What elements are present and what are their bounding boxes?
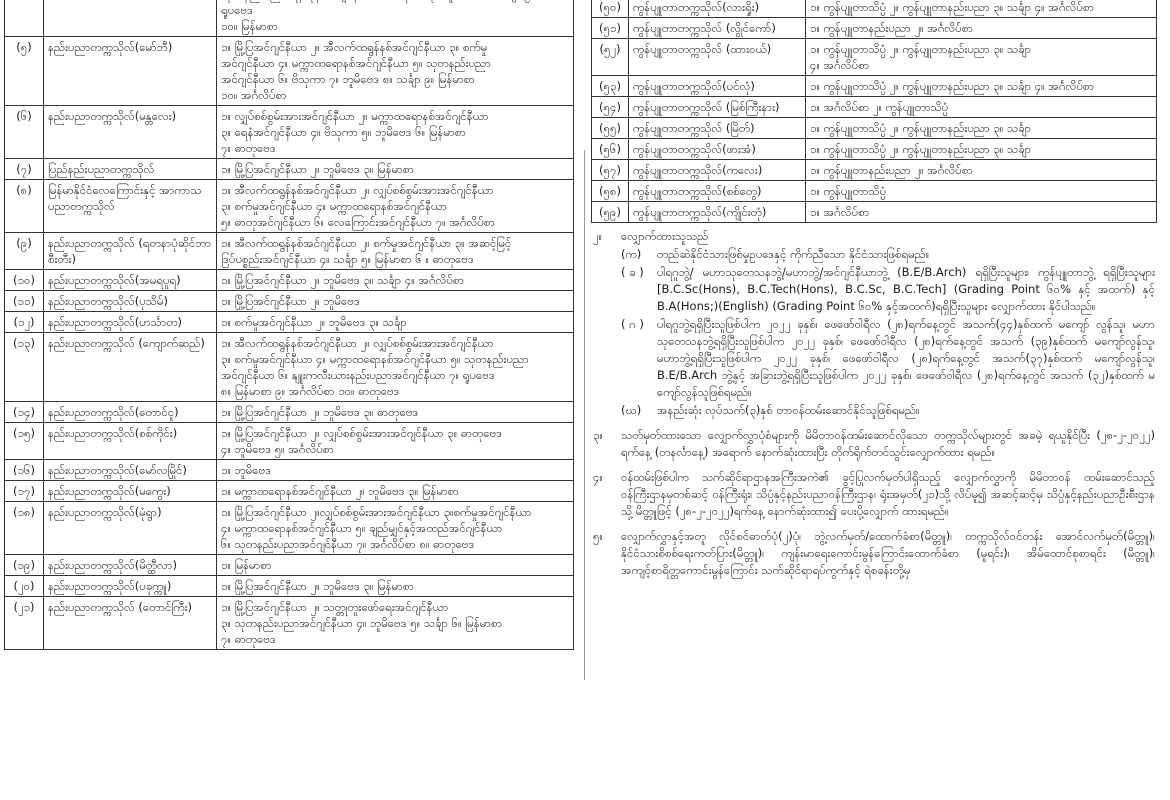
table-row <box>5 576 574 597</box>
row-number: (၅၁) <box>592 18 629 39</box>
row-number: (၅၉) <box>592 202 629 223</box>
subject-line: ၁။ မြို့ပြအင်ဂျင်နီယာ ၂။ အီလက်ထရွန်နစ်အင်ဂျင်နီယာ ၃။ စက်မှု <box>221 40 488 54</box>
row-number: (၁၅) <box>5 423 44 460</box>
subjects-cell <box>217 312 574 333</box>
table-row <box>5 597 574 650</box>
row-number: (၅၇) <box>592 160 629 181</box>
subject-line: ၁။ လျှပ်စစ်စွမ်းအားအင်ဂျင်နီယာ ၂။ မက္ကာထရောနစ်အင်ဂျင်နီယာ <box>221 109 489 123</box>
subject-line: ၁။ ကွန်ပျူတာနည်းပညာ ၂။ အင်္ဂလိပ်စာ <box>810 21 973 35</box>
university-name: နည်းပညာတက္ကသိုလ်(မော်လမြိုင်) <box>44 460 217 481</box>
row-number: (၅၄) <box>592 97 629 118</box>
table-row <box>592 97 1157 118</box>
table-row <box>592 18 1157 39</box>
table-row <box>5 159 574 180</box>
subject-line: ၁။ မြို့ပြအင်ဂျင်နီယာ ၂။ ဘူမိဗေဒ ၃။ မြန်မာစာ <box>221 579 415 593</box>
row-number <box>5 0 44 37</box>
subject-line: ၇။ ဓာတုဗေဒ <box>221 141 276 155</box>
criteria-item <box>621 316 1155 401</box>
subject-line: ၇။ ဓာတုဗေဒ <box>221 632 276 646</box>
subject-line: ၁။ ကွန်ပျူတာသိပ္ပံ ၂။ ကွန်ပျူတာနည်းပညာ ၃။ သင်္ချာ <box>810 142 1032 156</box>
subjects-cell <box>217 502 574 555</box>
subject-line: ၁၀။ အင်္ဂလိပ်စာ <box>221 88 287 102</box>
table-row <box>592 181 1157 202</box>
criteria-item-label: (ဃ) <box>621 403 642 417</box>
paragraph <box>593 427 1155 461</box>
row-number: (၅) <box>5 37 44 106</box>
subject-line: အင်ဂျင်နီယာ ၆။ ဗိသုကာ ၇။ ဘူမိဗေဒ ၈။ သင်္ချာ ၉။ မြန်မာစာ <box>221 72 475 86</box>
subjects-cell <box>806 39 1157 76</box>
subject-line: ၃။ ရေနံအင်ဂျင်နီယာ ၄။ ဗိသုကာ ၅။ ဘူမိဗေဒ ၆။ မြန်မာစာ <box>221 125 466 139</box>
subject-line: ၈။ မြန်မာစာ ၉။ အင်္ဂလိပ်စာ ၁၀။ ဓာတုဗေဒ <box>221 384 400 398</box>
row-number: (၁၄) <box>5 402 44 423</box>
subjects-cell <box>217 576 574 597</box>
table-row <box>5 0 574 37</box>
subjects-cell <box>217 291 574 312</box>
university-name: နည်းပညာတက္ကသိုလ်(မော်ဘီ) <box>44 37 217 106</box>
university-name: ကွန်ပျူတာတက္ကသိုလ်(လားရှိုး) <box>629 0 806 18</box>
university-name: နည်းပညာတက္ကသိုလ် (ကျောက်ဆည်) <box>44 333 217 402</box>
subject-line: ၁၀။ မြန်မာစာ <box>221 19 279 33</box>
subject-line: ၁။ ကွန်ပျူတာသိပ္ပံ ၂။ ကွန်ပျူတာနည်းပညာ ၃။ သင်္ချာ <box>810 121 1032 135</box>
subjects-cell <box>217 159 574 180</box>
row-number: (၅၈) <box>592 181 629 202</box>
university-name: ကွန်ပျူတာတက္ကသိုလ်(ကျိုင်းတုံ) <box>629 202 806 223</box>
table-row <box>5 402 574 423</box>
subjects-cell <box>806 181 1157 202</box>
row-number: (၁၆) <box>5 460 44 481</box>
university-name: နည်းပညာတက္ကသိုလ် (ရတနာပုံဆိုင်ဘာစီးတီး) <box>44 233 217 270</box>
table-row <box>5 270 574 291</box>
paragraph <box>593 469 1155 520</box>
subject-line: ၄။ အင်္ဂလိပ်စာ <box>810 58 870 72</box>
paragraph-text: သတ်မှတ်ထားသော လျှောက်လွှာပုံစံများကို မိမိတာဝန်ထမ်းဆောင်လိုသော တက္ကသိုလ်များတွင် အခမဲ့ ရယူနိုင်ပြီး (၂၈-၂-၂၀၂၂) ရက်နေ့ (တနင်္လာနေ့) အရောက် နောက်ဆုံးထားပြီး တိုက်ရိုက်တင်သွင်းလျှောက်ထား ရမည်။ <box>621 428 1155 459</box>
table-row <box>592 39 1157 76</box>
subject-line: ၁။ ကွန်ပျူတာသိပ္ပံ ၂။ ကွန်ပျူတာနည်းပညာ ၃။ သင်္ချာ ၄။ အင်္ဂလိပ်စာ <box>810 79 1095 93</box>
table-row <box>5 423 574 460</box>
subjects-cell <box>806 160 1157 181</box>
criteria-number: ၂။ <box>593 229 603 243</box>
criteria-section <box>591 223 1157 579</box>
table-row <box>5 312 574 333</box>
subject-line: ၁။ ကွန်ပျူတာသိပ္ပံ <box>810 184 887 198</box>
subjects-cell <box>217 423 574 460</box>
row-number: (၅၂) <box>592 39 629 76</box>
criteria-item-text: ပါရဂူဘွဲ့/ မဟာသုတေသနဘွဲ့/မဟာဘွဲ့/အင်ဂျင်နီယာဘွဲ့ (B.E/B.Arch) ရရှိပြီးသူများ၊ ကွန်ပျူတာဘွဲ့ ရရှိပြီးသူများ [B.C.Sc(Hons), B.C.Tech(Hons), B.C.Sc, B.C.Tech] (Grading Point ၆၀% နှင့် အထက်) နှင့် B.A(Hons;)(English) (Grading Point ၆၀% နှင့်အထက်)ရရှိပြီးသူများ လျှောက်ထား နိုင်ပါသည်။ <box>657 265 1155 313</box>
university-name: နည်းပညာတက္ကသိုလ် (တောင်ကြီး) <box>44 597 217 650</box>
university-name: ပြည်နည်းပညာတက္ကသိုလ် <box>44 159 217 180</box>
university-name: နည်းပညာတက္ကသိုလ်(ဟင်္သာတ) <box>44 312 217 333</box>
table-row <box>5 333 574 402</box>
subject-line: ၃။ စက်မှုအင်ဂျင်နီယာ ၄။ မက္ကာထရောနစ်အင်ဂျင်နီယာ ၅။ သုတနည်းပညာ <box>221 352 529 366</box>
subject-line: ၆။ သုတနည်းပညာအင်ဂျင်နီယာ ၇။ အင်္ဂလိပ်စာ ၈။ ဓာတုဗေဒ <box>221 537 475 551</box>
subjects-cell <box>217 333 574 402</box>
table-row <box>592 0 1157 18</box>
row-number: (၁၈) <box>5 502 44 555</box>
table-row <box>592 76 1157 97</box>
row-number: (၁၇) <box>5 481 44 502</box>
university-name: ကွန်ပျူတာတက္ကသိုလ် (မြစ်ကြီးနား) <box>629 97 806 118</box>
subject-line: ၁။ ဘူမိဗေဒ <box>221 463 272 477</box>
criteria-heading <box>593 228 1155 245</box>
table-row <box>5 460 574 481</box>
subject-line: ၁။ မြန်မာစာ <box>221 558 272 572</box>
criteria-item-text: တည်ဆဲနိုင်ငံသားဖြစ်မှုဥပဒေနှင့် ကိုက်ညီသော နိုင်ငံသားဖြစ်ရမည်။ <box>657 247 930 261</box>
university-name: နည်းပညာတက္ကသိုလ်(တောင်ငူ) <box>44 402 217 423</box>
university-name: ကွန်ပျူတာတက္ကသိုလ် (ထားဝယ်) <box>629 39 806 76</box>
university-name: နည်းပညာတက္ကသိုလ်(မန္တလေး) <box>44 106 217 159</box>
criteria-item-label: ( ခ ) <box>621 265 644 279</box>
row-number: (၈) <box>5 180 44 233</box>
criteria-title: လျှောက်ထားသူသည် <box>621 229 709 243</box>
table-row <box>5 37 574 106</box>
subject-line: ၁။ မြို့ပြအင်ဂျင်နီယာ ၂။ သတ္တုတူးဖော်ရေးအင်ဂျင်နီယာ <box>221 600 449 614</box>
row-number: (၁၃) <box>5 333 44 402</box>
table-row <box>592 139 1157 160</box>
subjects-cell <box>217 270 574 291</box>
left-column <box>4 0 574 650</box>
paragraph-number: ၃။ <box>593 428 603 442</box>
row-number: (၁၁) <box>5 291 44 312</box>
table-row <box>5 180 574 233</box>
row-number: (၂၁) <box>5 597 44 650</box>
university-name: ကွန်ပျူတာတက္ကသိုလ်(ပင်လုံ) <box>629 76 806 97</box>
row-number: (၅၃) <box>592 76 629 97</box>
subject-line: ၁။ အီလက်ထရွန်နစ်အင်ဂျင်နီယာ ၂။ လျှပ်စစ်စွမ်းအားအင်ဂျင်နီယာ <box>221 183 494 197</box>
column-divider <box>584 150 585 680</box>
university-name: နည်းပညာတက္ကသိုလ်(စစ်ကိုင်း) <box>44 423 217 460</box>
subjects-cell <box>217 481 574 502</box>
university-name: ကွန်ပျူတာတက္ကသိုလ် (လွိုင်ကော်) <box>629 18 806 39</box>
university-name: နည်းပညာတက္ကသိုလ်(ပုသိမ်) <box>44 291 217 312</box>
subjects-cell <box>217 37 574 106</box>
row-number: (၂၀) <box>5 576 44 597</box>
paragraph-text: လျှောက်လွှာနှင့်အတူ လိုင်စင်ဓာတ်ပုံ(၂)ပုံ၊ ဘွဲ့လက်မှတ်/ထောက်ခံစာ(မိတ္တူ)၊ တက္ကသိုလ်ဝင်တန်း အောင်လက်မှတ်(မိတ္တူ)၊ နိုင်ငံသားစိစစ်ရေးကတ်ပြား(မိတ္တူ)၊ ကျန်းမာရေးကောင်းမွန်ကြောင်းထောက်ခံစာ (မူရင်း)၊ အိမ်ထောင်စုစာရင်း (မိတ္တူ)၊ အကျင့်စာရိတ္တကောင်းမွန်ကြောင်း သက်ဆိုင်ရာရပ်ကွက်နှင့် ရဲစခန်းတို့မှ <box>621 529 1155 577</box>
subjects-cell <box>217 597 574 650</box>
university-name: မြန်မာနိုင်ငံလေကြောင်းနှင့် အာကာသပညာတက္ကသိုလ် <box>44 180 217 233</box>
subjects-cell <box>217 0 574 37</box>
table-row <box>5 106 574 159</box>
table-row <box>5 233 574 270</box>
subject-line: ၁။ မြို့ပြအင်ဂျင်နီယာ ၂။ ဘူမိဗေဒ ၃။ မြန်မာစာ <box>221 162 415 176</box>
row-number: (၆) <box>5 106 44 159</box>
subjects-cell <box>806 118 1157 139</box>
paragraph <box>593 528 1155 579</box>
subject-line: ၄။ မက္ကာထရောနစ်အင်ဂျင်နီယာ ၅။ ချည်မျှင်နှင့်အထည်အင်ဂျင်နီယာ <box>221 521 503 535</box>
subject-line: ၁။ မြို့ပြအင်ဂျင်နီယာ ၂။ ဘူမိဗေဒ ၃။ သင်္ချာ ၄။ အင်္ဂလိပ်စာ <box>221 273 465 287</box>
subjects-cell <box>806 202 1157 223</box>
university-name: နည်းပညာတက္ကသိုလ်(ပခုက္ကူ) <box>44 576 217 597</box>
paragraph-number: ၅။ <box>593 529 603 543</box>
subjects-cell <box>217 233 574 270</box>
university-name: ကွန်ပျူတာတက္ကသိုလ်(စစ်တွေ) <box>629 181 806 202</box>
table-row <box>5 481 574 502</box>
subject-line: ၁။ ကွန်ပျူတာသိပ္ပံ ၂။ ကွန်ပျူတာနည်းပညာ ၃။ သင်္ချာ <box>810 42 1032 56</box>
subject-line: အင်ဂျင်နီယာ ၄။ မက္ကာထရောနစ်အင်ဂျင်နီယာ ၅။ သုတနည်းပညာ <box>221 56 491 70</box>
row-number: (၇) <box>5 159 44 180</box>
subject-line: ၁။ မက္ကာထရောနစ်အင်ဂျင်နီယာ ၂။ ဘူမိဗေဒ ၃။ မြန်မာစာ <box>221 484 459 498</box>
university-name <box>44 0 217 37</box>
subjects-cell <box>806 139 1157 160</box>
university-name: နည်းပညာတက္ကသိုလ်(မုံရွာ) <box>44 502 217 555</box>
subject-line: အင်ဂျင်နီယာ ၆။ နျူးကလီးယားနည်းပညာအင်ဂျင်နီယာ ၇။ ရူပဗေဒ <box>221 368 495 382</box>
subject-line: ၃။ စက်မှုအင်ဂျင်နီယာ ၄။ မက္ကာထရောနစ်အင်ဂျင်နီယာ <box>221 199 447 213</box>
table-row <box>5 291 574 312</box>
row-number: (၉) <box>5 233 44 270</box>
left-university-table <box>4 0 574 650</box>
subject-line: ၄။ ဘူမိဗေဒ ၅။ အင်္ဂလိပ်စာ <box>221 442 334 456</box>
paragraph-number: ၄။ <box>593 470 603 484</box>
criteria-item-text: အနည်းဆုံး လုပ်သက်(၃)နှစ် တာဝန်ထမ်းဆောင်နိုင်သူဖြစ်ရမည်။ <box>657 403 920 417</box>
subject-line: ၃။ သုတနည်းပညာအင်ဂျင်နီယာ ၄။ ဘူမိဗေဒ ၅။ သင်္ချာ ၆။ မြန်မာစာ <box>221 616 503 630</box>
table-row <box>5 502 574 555</box>
subjects-cell <box>217 402 574 423</box>
subject-line: ဒြပ်ပစ္စည်းအင်ဂျင်နီယာ ၄။ သင်္ချာ ၅။ မြန်မာစာ ၆ ။ ဓာတုဗေဒ <box>221 252 474 266</box>
right-university-table <box>591 0 1157 223</box>
row-number: (၁၂) <box>5 312 44 333</box>
subjects-cell <box>217 555 574 576</box>
university-name: နည်းပညာတက္ကသိုလ်(မကွေး) <box>44 481 217 502</box>
criteria-item-label: (က) <box>621 247 642 261</box>
subject-line: ၁။ မြို့ပြအင်ဂျင်နီယာ ၂။လျှပ်စစ်စွမ်းအားအင်ဂျင်နီယာ ၃။စက်မှုအင်ဂျင်နီယာ <box>221 505 532 519</box>
subject-line: ၅။ ဓာတုအင်ဂျင်နီယာ ၆။ လေကြောင်းအင်ဂျင်နီယာ ၇။ အင်္ဂလိပ်စာ <box>221 215 495 229</box>
university-name: ကွန်ပျူတာတက္ကသိုလ်(ကလေး) <box>629 160 806 181</box>
subject-line: ၁။ အီလက်ထရွန်နစ်အင်ဂျင်နီယာ ၂။ စက်မှုအင်ဂျင်နီယာ ၃။ အဆင့်မြင့် <box>221 236 512 250</box>
subjects-cell <box>217 460 574 481</box>
subjects-cell <box>806 76 1157 97</box>
subject-line: ၁။ ကွန်ပျူတာသိပ္ပံ ၂။ ကွန်ပျူတာနည်းပညာ ၃။ သင်္ချာ ၄။ အင်္ဂလိပ်စာ <box>810 0 1095 14</box>
subject-line: ၁။ စက်မှုအင်ဂျင်နီယာ ၂။ ဘူမိဗေဒ ၃။ သင်္ချာ <box>221 315 407 329</box>
subjects-cell <box>217 180 574 233</box>
subject-line: ၁။ အီလက်ထရွန်နစ်အင်ဂျင်နီယာ ၂။ လျှပ်စစ်စွမ်းအားအင်ဂျင်နီယာ <box>221 336 494 350</box>
subject-line: ရူပဗေဒ <box>221 3 253 17</box>
row-number: (၅၆) <box>592 139 629 160</box>
subjects-cell <box>217 106 574 159</box>
university-name: နည်းပညာတက္ကသိုလ်(မိတ္ထီလာ) <box>44 555 217 576</box>
right-column <box>591 0 1157 579</box>
subject-line: ၁။ အင်္ဂလိပ်စာ <box>810 205 870 219</box>
criteria-item-label: ( ဂ ) <box>621 317 644 331</box>
subject-line: ၁။ မြို့ပြအင်ဂျင်နီယာ ၂။ လျှပ်စစ်စွမ်းအားအင်ဂျင်နီယာ ၃။ ဓာတုဗေဒ <box>221 426 503 440</box>
row-number: (၁၉) <box>5 555 44 576</box>
criteria-item-text: ပါရဂူဘွဲ့ရရှိပြီးသူဖြစ်ပါက ၂၀၂၂ ခုနှစ်၊ ဖေဖော်ဝါရီလ (၂၈)ရက်နေ့တွင် အသက်(၄၄)နှစ်ထက် မကျော် လွန်သူ၊ မဟာသုတေသနဘွဲ့ရရှိပြီးသူဖြစ်ပါက ၂၀၂၂ ခုနှစ်၊ ဖေဖော်ဝါရီလ (၂၈)ရက်နေ့တွင် အသက် (၃၉)နှစ်ထက် မကျော်လွန်သူ၊ မဟာဘွဲ့ရရှိပြီးသူဖြစ်ပါက ၂၀၂၂ ခုနှစ်၊ ဖေဖော်ဝါရီလ (၂၈)ရက်နေ့တွင် အသက်(၃၇)နှစ်ထက် မကျော်လွန်သူ၊ B.E/B.Arch ဘွဲ့နှင့် အခြားဘွဲ့ရရှိပြီးသူဖြစ်ပါက ၂၀၂၂ ခုနှစ်၊ ဖေဖော်ဝါရီလ (၂၈)ရက်နေ့တွင် အသက် (၃၂)နှစ်ထက် မကျော်လွန်သူဖြစ်ရမည်။ <box>657 317 1155 399</box>
table-row <box>592 160 1157 181</box>
criteria-item <box>621 264 1155 315</box>
row-number: (၁၀) <box>5 270 44 291</box>
subjects-cell <box>806 0 1157 18</box>
criteria-item <box>621 246 1155 263</box>
table-row <box>592 118 1157 139</box>
table-row <box>592 202 1157 223</box>
university-name: ကွန်ပျူတာတက္ကသိုလ် (မြိတ်) <box>629 118 806 139</box>
paragraph-text: ဝန်ထမ်းဖြစ်ပါက သက်ဆိုင်ရာဌာနအကြီးအကဲ၏ ခွင့်ပြုလက်မှတ်ပါရှိသည့် လျှောက်လွှာကို မိမိတာဝန် ထမ်းဆောင်သည့် ဝန်ကြီးဌာနမှတစ်ဆင့် ဝန်ကြီးရုံး၊ သိပ္ပံနှင့်နည်းပညာဝန်ကြီးဌာန၊ ရုံးအမှတ်(၂၁)သို့ လိပ်မူ၍ အဆင့်ဆင့်မှ သိပ္ပံနှင့်နည်းပညာဦးစီးဌာနသို့ မိတ္တူဖြင့် (၂၈-၂-၂၀၂၂)ရက်နေ့ နောက်ဆုံးထား၍ ပေးပို့လျှောက် ထားရမည်။ <box>621 470 1155 518</box>
row-number: (၅၅) <box>592 118 629 139</box>
row-number: (၅၀) <box>592 0 629 18</box>
criteria-item <box>621 402 1155 419</box>
subject-line: ၁။ ကွန်ပျူတာနည်းပညာ ၂။ အင်္ဂလိပ်စာ <box>810 163 973 177</box>
subjects-cell <box>806 18 1157 39</box>
subject-line: ၁။ မြို့ပြအင်ဂျင်နီယာ ၂။ ဘူမိဗေဒ <box>221 294 360 308</box>
subjects-cell <box>806 97 1157 118</box>
subject-line: ၁။ အင်္ဂလိပ်စာ ၂။ ကွန်ပျူတာသိပ္ပံ <box>810 100 949 114</box>
subject-line: ၁။ မြို့ပြအင်ဂျင်နီယာ ၂။ ဘူမိဗေဒ ၃။ ဓာတုဗေဒ <box>221 405 419 419</box>
university-name: နည်းပညာတက္ကသိုလ်(အမရပူရ) <box>44 270 217 291</box>
university-name: ကွန်ပျူတာတက္ကသိုလ်(ဖားအံ) <box>629 139 806 160</box>
table-row <box>5 555 574 576</box>
